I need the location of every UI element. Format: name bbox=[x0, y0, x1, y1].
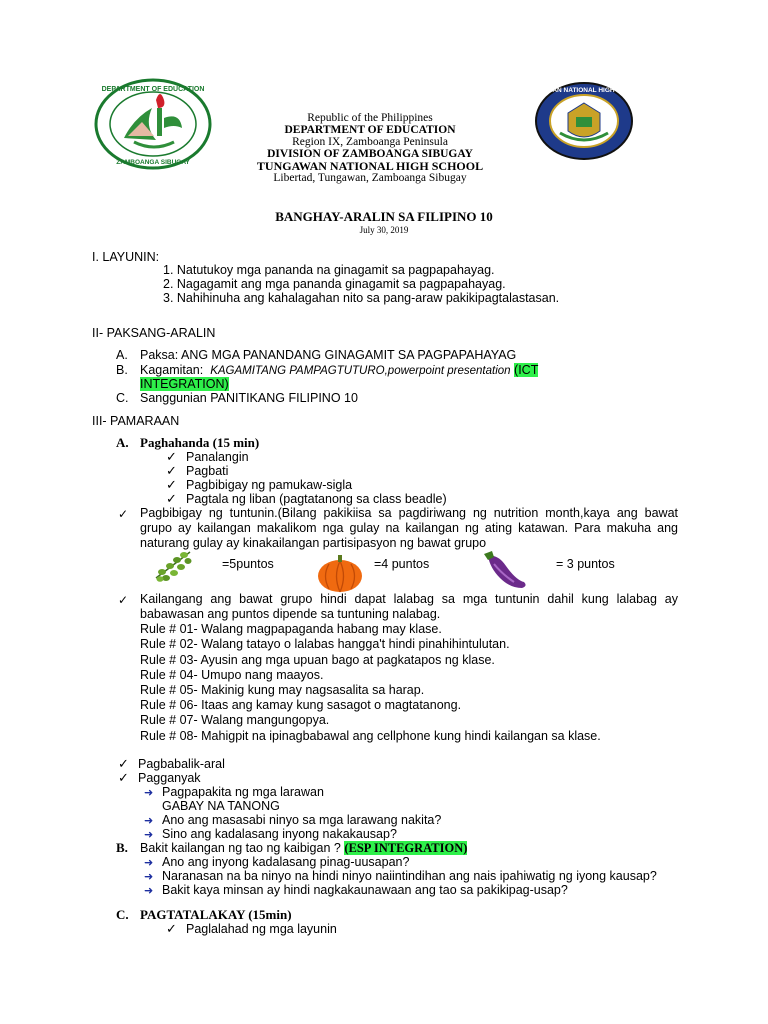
header-country: Republic of the Philippines bbox=[307, 112, 433, 124]
paghahanda-item: ✓ Pagbibigay ng pamukaw-sigla bbox=[166, 478, 352, 493]
document-title: BANGHAY-ARALIN SA FILIPINO 10 bbox=[275, 209, 493, 224]
ict-integration-text: INTEGRATION) bbox=[140, 377, 229, 391]
balik-aral-item: ✓ Pagbabalik-aral bbox=[118, 757, 225, 772]
checkmark-icon: ✓ bbox=[118, 593, 129, 607]
layunin-item: 2. Nagagamit ang mga pananda ginagamit sa pagpapahayag. bbox=[163, 277, 506, 291]
section-b-marker: B. bbox=[116, 840, 128, 855]
arrow-bullet-icon: ➜ bbox=[144, 870, 154, 883]
rule-item: Rule # 01- Walang magpapaganda habang may klase. bbox=[140, 622, 442, 636]
rule-item: Rule # 07- Walang mangungopya. bbox=[140, 713, 330, 727]
header-department: DEPARTMENT OF EDUCATION bbox=[284, 124, 456, 136]
points-5: =5puntos bbox=[222, 557, 274, 571]
esp-integration-highlight: (ESP INTEGRATION) bbox=[344, 841, 468, 855]
paksa-heading: II- PAKSANG-ARALIN bbox=[92, 326, 216, 340]
pagganyak-subitem bbox=[144, 785, 324, 799]
gabay-na-tanong: GABAY NA TANONG bbox=[162, 799, 280, 813]
svg-text:TUNGAWAN NATIONAL HIGH SCHOOL: TUNGAWAN NATIONAL HIGH SCHOOL bbox=[523, 87, 645, 94]
rule-item: Rule # 08- Mahigpit na ipinagbabawal ang cellphone kung hindi kailangan sa klase. bbox=[140, 729, 601, 743]
materials-label: Kagamitan: bbox=[140, 363, 204, 377]
section-b-item bbox=[144, 883, 568, 897]
paksa-b-marker: B. bbox=[116, 363, 128, 377]
pagganyak-subitem-text: Ano ang masasabi ninyo sa mga larawang nakita? bbox=[162, 813, 442, 827]
paghahanda-item: ✓ Pagtala ng liban (pagtatanong sa class beadle) bbox=[166, 492, 447, 507]
section-c-marker: C. bbox=[116, 907, 129, 922]
pagganyak-item: ✓ Pagganyak bbox=[118, 771, 201, 786]
rule-item: Rule # 06- Itaas ang kamay kung sasagot o magtatanong. bbox=[140, 698, 462, 712]
paksa-materials bbox=[140, 363, 538, 377]
ict-integration-highlight: (ICT bbox=[514, 363, 539, 377]
header-address: Libertad, Tungawan, Zamboanga Sibugay bbox=[273, 172, 467, 184]
arrow-bullet-icon: ➜ bbox=[144, 814, 154, 827]
section-b-item-text: Ano ang inyong kadalasang pinag-uusapan? bbox=[162, 855, 410, 869]
layunin-item: 3. Nahihinuha ang kahalagahan nito sa pang-araw pakikipagtalastasan. bbox=[163, 291, 560, 305]
pamaraan-heading: III- PAMARAAN bbox=[92, 414, 180, 428]
arrow-bullet-icon: ➜ bbox=[144, 828, 154, 841]
materials-value: KAGAMITANG PAMPAGTUTURO,powerpoint presentation bbox=[210, 365, 511, 377]
pagganyak-subitem-text: Pagpapakita ng mga larawan bbox=[162, 785, 324, 799]
header-region: Region IX, Zamboanga Peninsula bbox=[292, 136, 448, 148]
section-a-marker: A. bbox=[116, 435, 129, 450]
section-b-item bbox=[144, 855, 409, 869]
paksa-topic: Paksa: ANG MGA PANANDANG GINAGAMIT SA PAGPAPAHAYAG bbox=[140, 348, 517, 362]
section-b-question bbox=[140, 841, 467, 856]
paksa-a-marker: A. bbox=[116, 348, 128, 362]
pagganyak-subitem bbox=[144, 827, 397, 841]
checkmark-icon: ✓ bbox=[118, 507, 129, 521]
deped-seal-logo bbox=[94, 78, 212, 170]
header-division: DIVISION OF ZAMBOANGA SIBUGAY bbox=[267, 148, 473, 160]
rule-item: Rule # 05- Makinig kung may nagsasalita sa harap. bbox=[140, 683, 425, 697]
eggplant-icon bbox=[482, 548, 530, 590]
svg-text:DEPARTMENT OF EDUCATION: DEPARTMENT OF EDUCATION bbox=[101, 86, 205, 93]
arrow-bullet-icon: ➜ bbox=[144, 884, 154, 897]
rule-item: Rule # 02- Walang tatayo o lalabas hangga't hindi pinahihintulutan. bbox=[140, 637, 510, 651]
pagtatalakay-item: ✓ Paglalahad ng mga layunin bbox=[166, 922, 337, 937]
paghahanda-item: ✓ Pagbati bbox=[166, 464, 228, 479]
tungawan-nhs-seal-logo bbox=[523, 81, 645, 161]
points-3: = 3 puntos bbox=[556, 557, 615, 571]
pagganyak-subitem bbox=[144, 813, 441, 827]
ict-integration-highlight-cont bbox=[140, 377, 229, 391]
malunggay-leaves-icon bbox=[152, 548, 194, 584]
header-school: TUNGAWAN NATIONAL HIGH SCHOOL bbox=[256, 159, 484, 173]
section-b-question-text: Bakit kailangan ng tao ng kaibigan ? bbox=[140, 841, 341, 855]
svg-text:ZAMBOANGA SIBUGAY: ZAMBOANGA SIBUGAY bbox=[116, 159, 190, 166]
layunin-item: 1. Natutukoy mga pananda na ginagamit sa pagpapahayag. bbox=[163, 263, 495, 277]
paksa-reference: Sanggunian PANITIKANG FILIPINO 10 bbox=[140, 391, 358, 405]
rule-item: Rule # 03- Ayusin ang mga upuan bago at pagkatapos ng klase. bbox=[140, 653, 495, 667]
section-c-title: PAGTATALAKAY (15min) bbox=[140, 907, 292, 922]
pagganyak-subitem-text: Sino ang kadalasang inyong nakakausap? bbox=[162, 827, 397, 841]
tuntunin-paragraph: Pagbibigay ng tuntunin.(Bilang pakikiisa sa pagdiriwang ng nutrition month,kaya ang bawat grupo ay kailangan makalikom nga gulay na kailangan ng ating katawan. Para makuha ang naturang gulay ay kinakailangan partisipasyon ng bawat grupo bbox=[140, 506, 678, 550]
section-b-item bbox=[144, 869, 657, 883]
rule-item: Rule # 04- Umupo nang maayos. bbox=[140, 668, 324, 682]
layunin-heading: I. LAYUNIN: bbox=[92, 250, 160, 264]
section-b-item-text: Naranasan na ba ninyo na hindi ninyo naiintindihan ang nais ipahiwatig ng iyong kausap? bbox=[162, 869, 657, 883]
arrow-bullet-icon: ➜ bbox=[144, 786, 154, 799]
squash-icon bbox=[316, 552, 364, 594]
section-b-item-text: Bakit kaya minsan ay hindi nagkakaunawaan ang tao sa pakikipag-usap? bbox=[162, 883, 568, 897]
document-date: July 30, 2019 bbox=[359, 225, 409, 235]
arrow-bullet-icon: ➜ bbox=[144, 856, 154, 869]
section-a-title: Paghahanda (15 min) bbox=[140, 435, 260, 450]
kailangang-paragraph: Kailangang ang bawat grupo hindi dapat lalabag sa mga tuntunin dahil kung lalabag ay babawasan ang puntos dipende sa tuntuning nalabag. bbox=[140, 592, 678, 621]
paksa-c-marker: C. bbox=[116, 391, 129, 405]
paghahanda-item: ✓ Panalangin bbox=[166, 450, 249, 465]
points-4: =4 puntos bbox=[374, 557, 430, 571]
